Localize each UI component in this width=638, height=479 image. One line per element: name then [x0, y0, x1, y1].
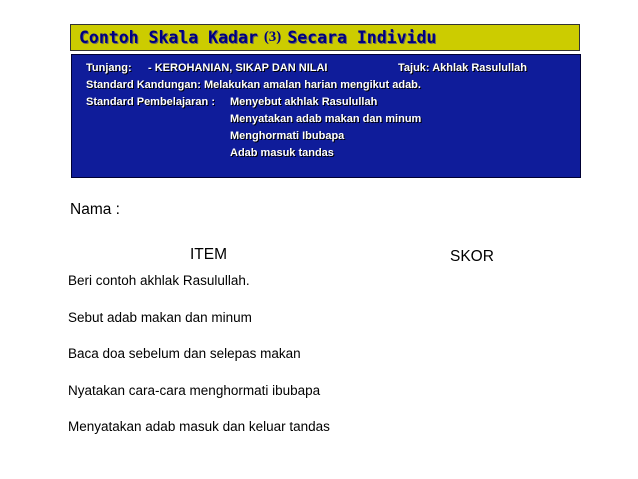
item-row: Nyatakan cara-cara menghormati ibubapa: [68, 383, 321, 398]
curriculum-info-box: [71, 54, 581, 178]
tunjang-label: Tunjang:: [86, 62, 132, 74]
item-row: Menyatakan adab masuk dan keluar tandas: [68, 419, 330, 434]
tajuk: Tajuk: Akhlak Rasulullah: [398, 62, 527, 74]
nama-label: Nama :: [70, 201, 120, 218]
column-header-skor: SKOR: [450, 248, 494, 265]
pembelajaran-item: Menghormati Ibubapa: [230, 130, 345, 142]
standard-kandungan: Standard Kandungan: Melakukan amalan harian mengikut adab.: [86, 79, 421, 91]
item-row: Beri contoh akhlak Rasulullah.: [68, 273, 250, 288]
tunjang-value: - KEROHANIAN, SIKAP DAN NILAI: [148, 62, 328, 74]
title-banner: [70, 24, 580, 51]
pembelajaran-item: Adab masuk tandas: [230, 147, 334, 159]
title-part-1: Contoh Skala Kadar: [79, 28, 258, 47]
standard-pembelajaran-label: Standard Pembelajaran :: [86, 96, 215, 108]
pembelajaran-item: Menyatakan adab makan dan minum: [230, 113, 422, 125]
column-header-item: ITEM: [190, 246, 228, 263]
title-part-2: Secara Individu: [287, 28, 437, 47]
item-row: Baca doa sebelum dan selepas makan: [68, 346, 301, 361]
pembelajaran-item: Menyebut akhlak Rasulullah: [230, 96, 378, 108]
item-row: Sebut adab makan dan minum: [68, 310, 252, 325]
title-number: (3): [263, 29, 282, 45]
